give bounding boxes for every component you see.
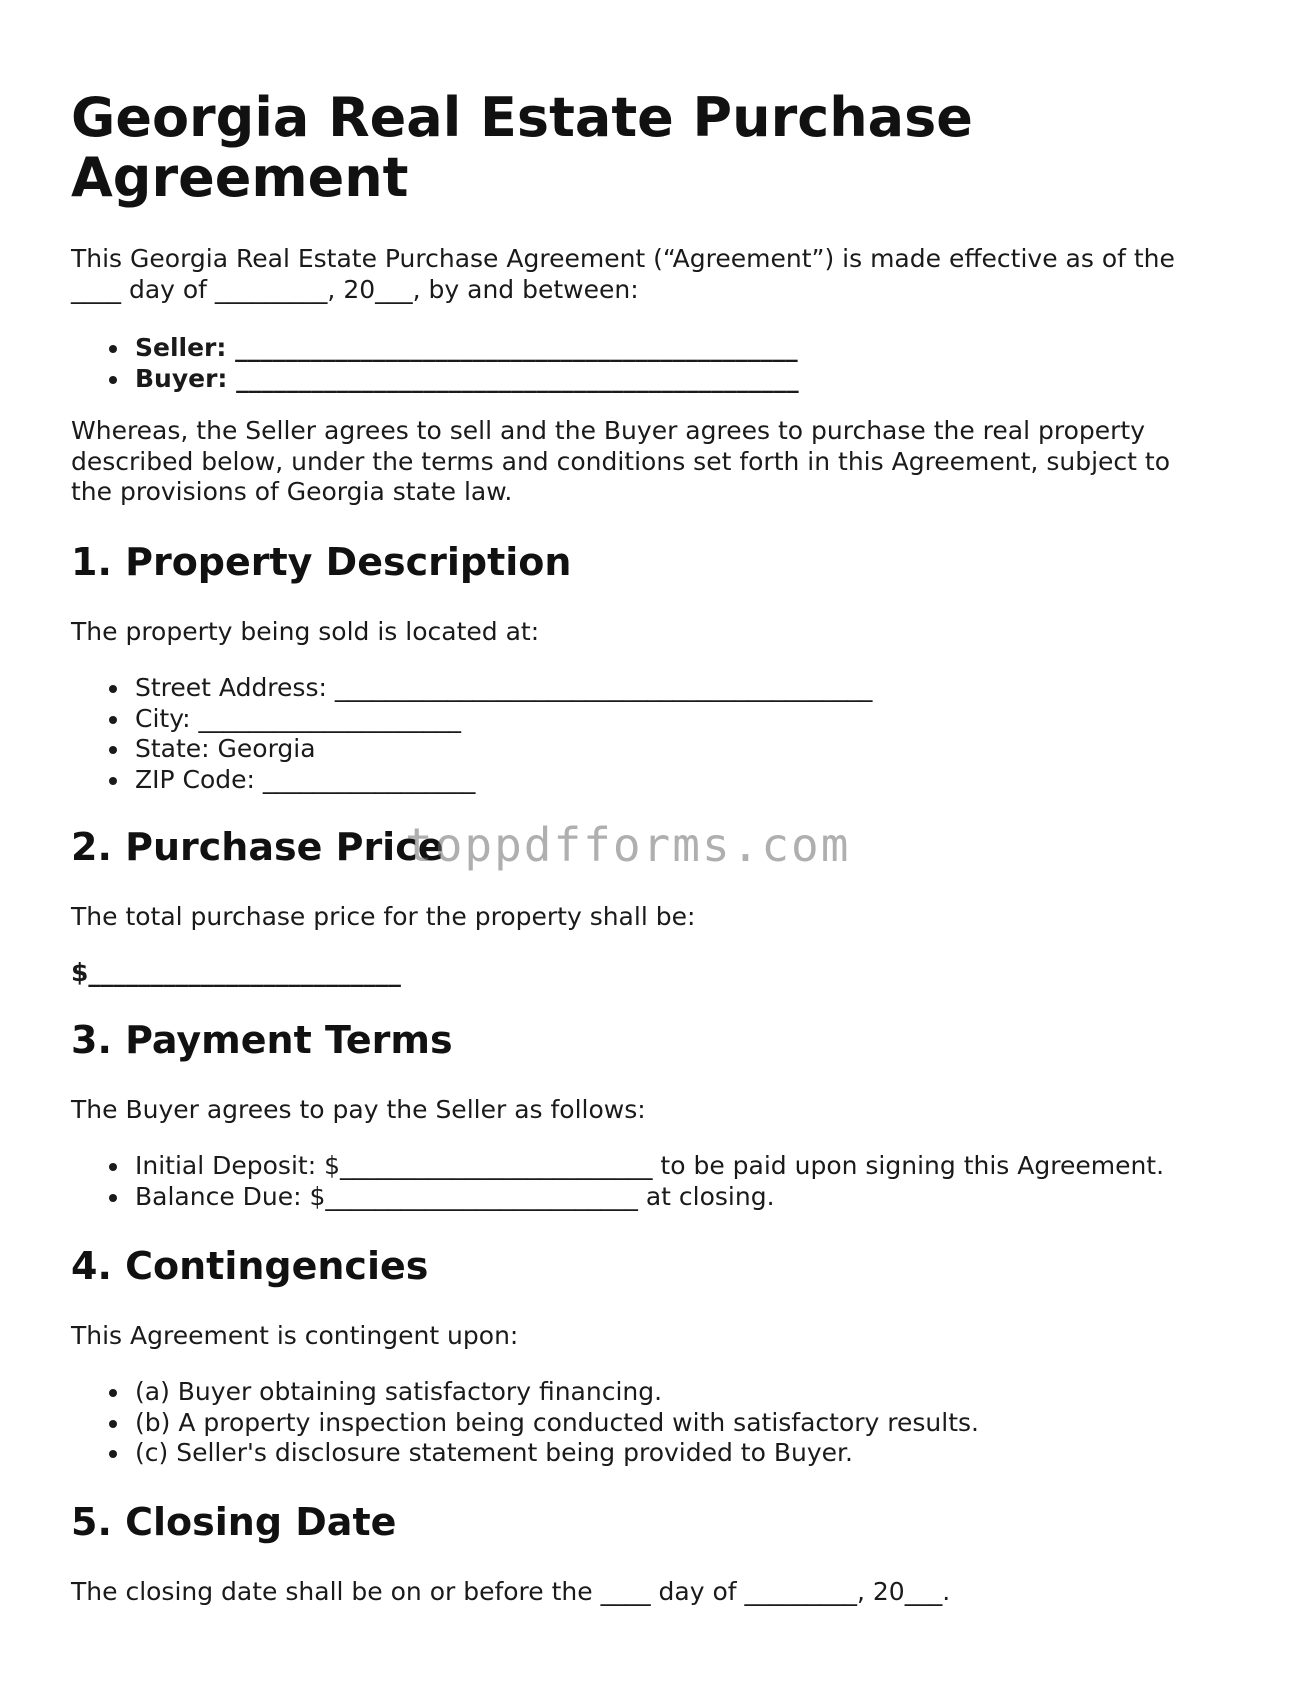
payment-balance-due: Balance Due: $_________________________ at closing. [71,1182,1164,1213]
contingency-b: (b) A property inspection being conducted with satisfactory results. [71,1408,979,1439]
contingencies-list [71,1377,979,1469]
whereas-line-1: Whereas, the Seller agrees to sell and the Buyer agrees to purchase the real property [71,416,1146,445]
property-street: Street Address: ___________________________________________ [71,673,872,704]
property-list [71,673,872,795]
whereas-paragraph [71,416,1231,508]
payment-initial-deposit: Initial Deposit: $_________________________ to be paid upon signing this Agreement. [71,1151,1164,1182]
intro-line-1: This Georgia Real Estate Purchase Agreement (“Agreement”) is made effective as of the [71,244,1175,273]
seller-label: Seller: [135,333,227,362]
watermark: toppdfforms.com [405,818,851,872]
contingency-a: (a) Buyer obtaining satisfactory financing. [71,1377,979,1408]
section-2-heading: 2. Purchase Price [71,825,444,869]
section-3-heading: 3. Payment Terms [71,1018,453,1062]
intro-line-2: ____ day of _________, 20___, by and between: [71,274,639,304]
section-1-text: The property being sold is located at: [71,617,540,646]
whereas-line-2: described below, under the terms and conditions set forth in this Agreement, subject to [71,446,1170,476]
property-city: City: _____________________ [71,704,872,735]
contingency-c: (c) Seller's disclosure statement being provided to Buyer. [71,1438,979,1469]
buyer-blank: _____________________________________________ [227,363,799,393]
party-buyer [71,364,799,395]
section-5-heading: 5. Closing Date [71,1500,397,1544]
document-title: Georgia Real Estate Purchase Agreement [71,86,973,209]
property-zip: ZIP Code: _________________ [71,765,872,796]
property-state: State: Georgia [71,734,872,765]
section-2-text: The total purchase price for the property shall be: [71,902,696,931]
section-1-heading: 1. Property Description [71,540,572,584]
intro-paragraph [71,244,1231,305]
buyer-label: Buyer: [135,363,228,393]
section-5-text: The closing date shall be on or before the ____ day of _________, 20___. [71,1577,951,1606]
section-3-text: The Buyer agrees to pay the Seller as follows: [71,1095,646,1124]
seller-blank: _____________________________________________ [226,333,798,362]
party-seller [71,333,799,364]
whereas-line-3: the provisions of Georgia state law. [71,477,513,506]
payment-list [71,1151,1164,1212]
section-4-text: This Agreement is contingent upon: [71,1321,519,1350]
parties-list [71,333,799,394]
purchase-price-amount: $_________________________ [71,958,401,987]
section-4-heading: 4. Contingencies [71,1244,429,1288]
